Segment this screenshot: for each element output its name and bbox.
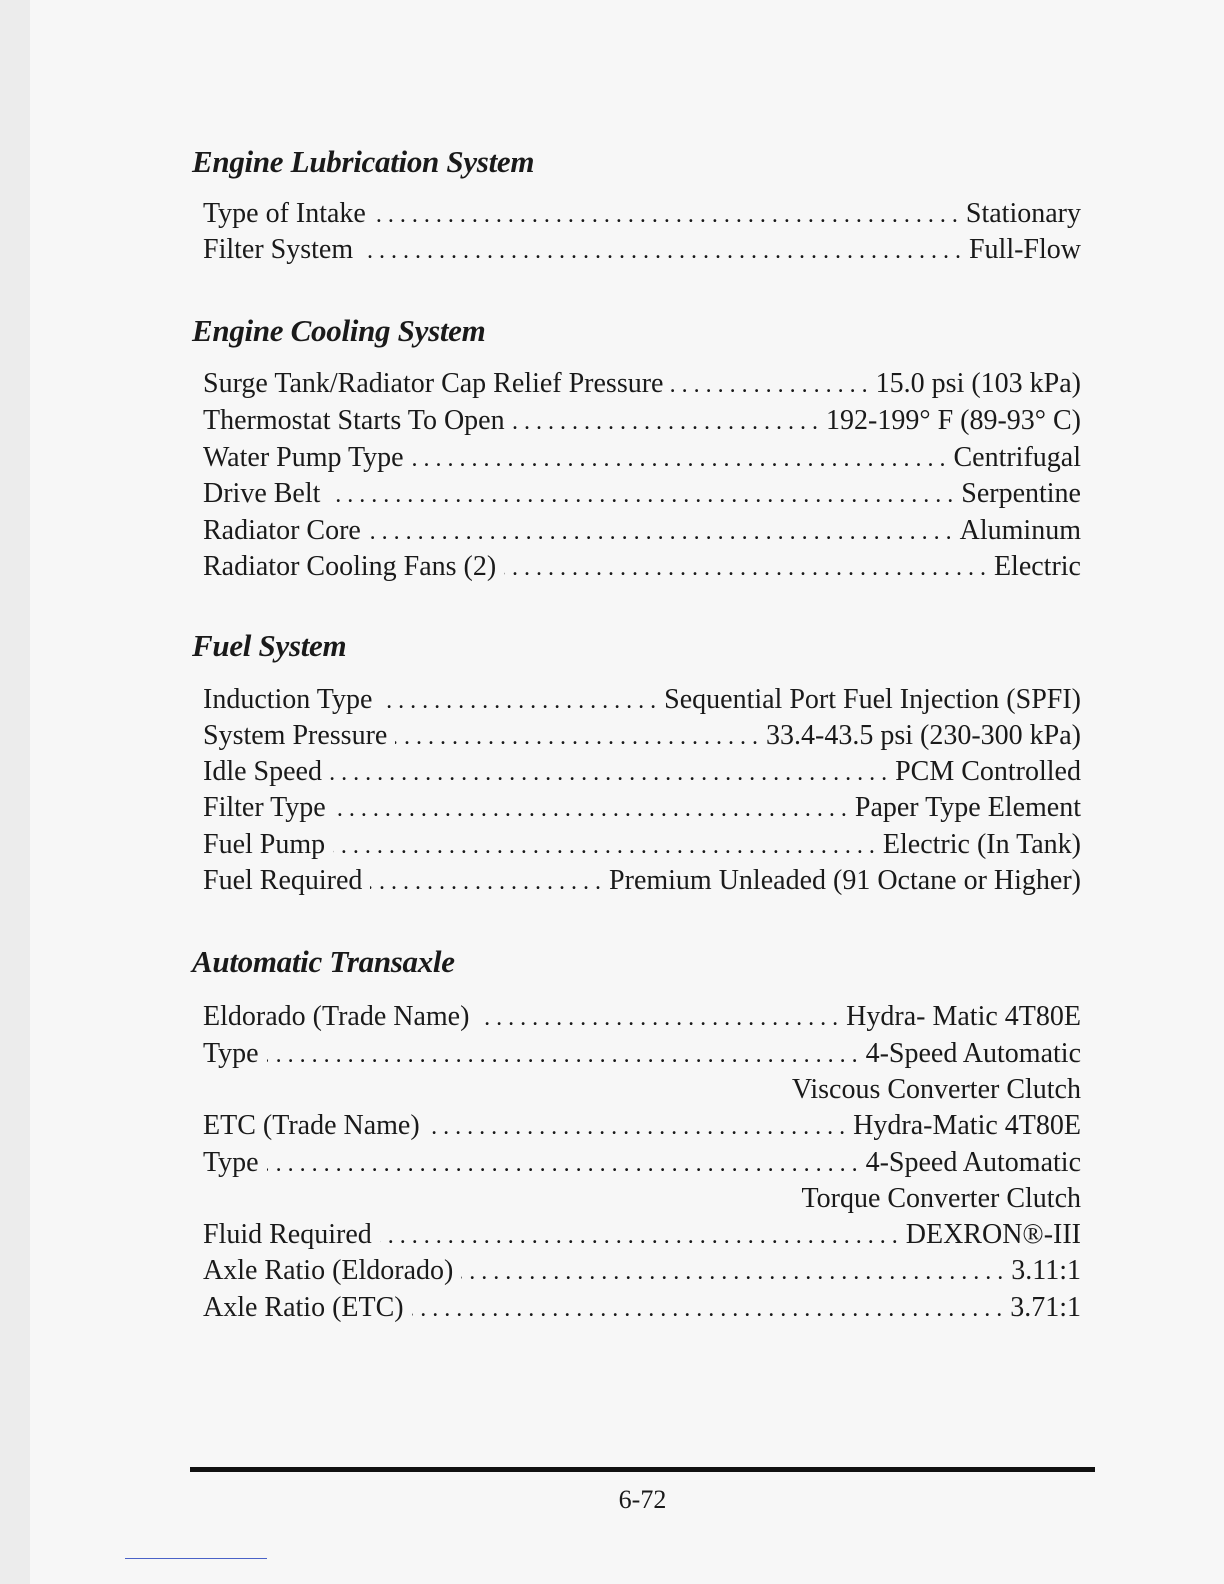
spec-value: Hydra- Matic 4T80E (846, 1001, 1081, 1032)
dot-leader (477, 1000, 838, 1036)
spec-value: DEXRON®-III (905, 1219, 1081, 1250)
spec-value: 3.11:1 (1011, 1255, 1081, 1286)
spec-label: Surge Tank/Radiator Cap Relief Pressure (203, 368, 664, 399)
spec-value: Electric (993, 551, 1081, 582)
spec-label: Drive Belt (203, 478, 321, 509)
spec-value: Premium Unleaded (91 Octane or Higher) (609, 865, 1081, 896)
spec-row (203, 718, 1081, 754)
spec-value: Full-Flow (968, 234, 1081, 265)
spec-value: Aluminum (959, 515, 1081, 546)
spec-value: 33.4-43.5 psi (230-300 kPa) (766, 720, 1081, 751)
spec-label: Fluid Required (203, 1219, 372, 1250)
dot-leader (671, 367, 867, 403)
spec-row (203, 1036, 1081, 1072)
dot-leader (412, 1291, 1003, 1327)
dot-leader (395, 719, 758, 755)
spec-value: Stationary (965, 198, 1081, 229)
dot-leader (412, 441, 946, 477)
dot-leader (334, 791, 847, 827)
spec-row (203, 440, 1081, 476)
spec-label: Induction Type (203, 684, 373, 715)
manual-page (30, 0, 1224, 1584)
spec-label: Filter Type (203, 792, 326, 823)
spec-row (203, 549, 1081, 585)
spec-value: Paper Type Element (854, 792, 1081, 823)
spec-label: Type of Intake (203, 198, 366, 229)
dot-leader (461, 1254, 1003, 1290)
dot-leader (369, 514, 952, 550)
spec-label: Thermostat Starts To Open (203, 405, 505, 436)
spec-label: Idle Speed (203, 756, 322, 787)
spec-value: 15.0 psi (103 kPa) (875, 368, 1081, 399)
spec-value-continuation: Viscous Converter Clutch (791, 1074, 1081, 1105)
spec-label: Water Pump Type (203, 442, 404, 473)
spec-label: Radiator Cooling Fans (2) (203, 551, 497, 582)
spec-value-continuation: Torque Converter Clutch (801, 1183, 1081, 1214)
spec-label: Eldorado (Trade Name) (203, 1001, 470, 1032)
spec-value: Sequential Port Fuel Injection (SPFI) (664, 684, 1081, 715)
spec-row (203, 476, 1081, 512)
spec-row (203, 366, 1081, 402)
dot-leader (330, 755, 887, 791)
spec-row (203, 1108, 1081, 1144)
footer-rule (190, 1467, 1095, 1472)
dot-leader (267, 1037, 858, 1073)
dot-leader (428, 1109, 845, 1145)
spec-label: System Pressure (203, 720, 388, 751)
spec-row (203, 1290, 1081, 1326)
dot-leader (374, 197, 958, 233)
spec-label: Radiator Core (203, 515, 361, 546)
spec-row (203, 232, 1081, 268)
dot-leader (380, 683, 656, 719)
spec-row (203, 754, 1081, 790)
page-number: 6-72 (618, 1485, 667, 1514)
spec-label: Filter System (203, 234, 354, 265)
spec-row (203, 403, 1081, 439)
dot-leader (513, 404, 818, 440)
spec-label: Fuel Pump (203, 829, 326, 860)
spec-label: Axle Ratio (ETC) (203, 1292, 404, 1323)
spec-value: 3.71:1 (1010, 1292, 1081, 1323)
spec-value: Centrifugal (953, 442, 1081, 473)
spec-row (203, 999, 1081, 1035)
spec-row (203, 827, 1081, 863)
spec-row (203, 1217, 1081, 1253)
spec-value: 4-Speed Automatic (865, 1038, 1081, 1069)
spec-row (203, 863, 1081, 899)
section-title-engine-lubrication: Engine Lubrication System (192, 144, 535, 179)
spec-row (203, 513, 1081, 549)
spec-label: Type (203, 1038, 259, 1069)
spec-row (203, 196, 1081, 232)
spec-value: Electric (In Tank) (882, 829, 1081, 860)
spec-row (203, 1145, 1081, 1181)
spec-value: PCM Controlled (895, 756, 1081, 787)
link-underline-divider (125, 1558, 267, 1559)
dot-leader (380, 1218, 898, 1254)
spec-label: Fuel Required (203, 865, 363, 896)
dot-leader (504, 550, 986, 586)
spec-value: 192-199° F (89-93° C) (826, 405, 1081, 436)
section-title-engine-cooling: Engine Cooling System (192, 313, 486, 348)
dot-leader (333, 828, 875, 864)
spec-label: Type (203, 1147, 259, 1178)
spec-value: Hydra-Matic 4T80E (853, 1110, 1081, 1141)
section-title-automatic-transaxle: Automatic Transaxle (192, 944, 455, 979)
dot-leader (361, 233, 961, 269)
spec-label: Axle Ratio (Eldorado) (203, 1255, 454, 1286)
dot-leader (267, 1146, 858, 1182)
spec-value: Serpentine (961, 478, 1081, 509)
section-title-fuel-system: Fuel System (192, 628, 347, 663)
spec-value: 4-Speed Automatic (865, 1147, 1081, 1178)
spec-label: ETC (Trade Name) (203, 1110, 420, 1141)
spec-row (203, 790, 1081, 826)
spec-row (203, 1253, 1081, 1289)
dot-leader (370, 864, 601, 900)
spec-row (203, 682, 1081, 718)
dot-leader (328, 477, 953, 513)
